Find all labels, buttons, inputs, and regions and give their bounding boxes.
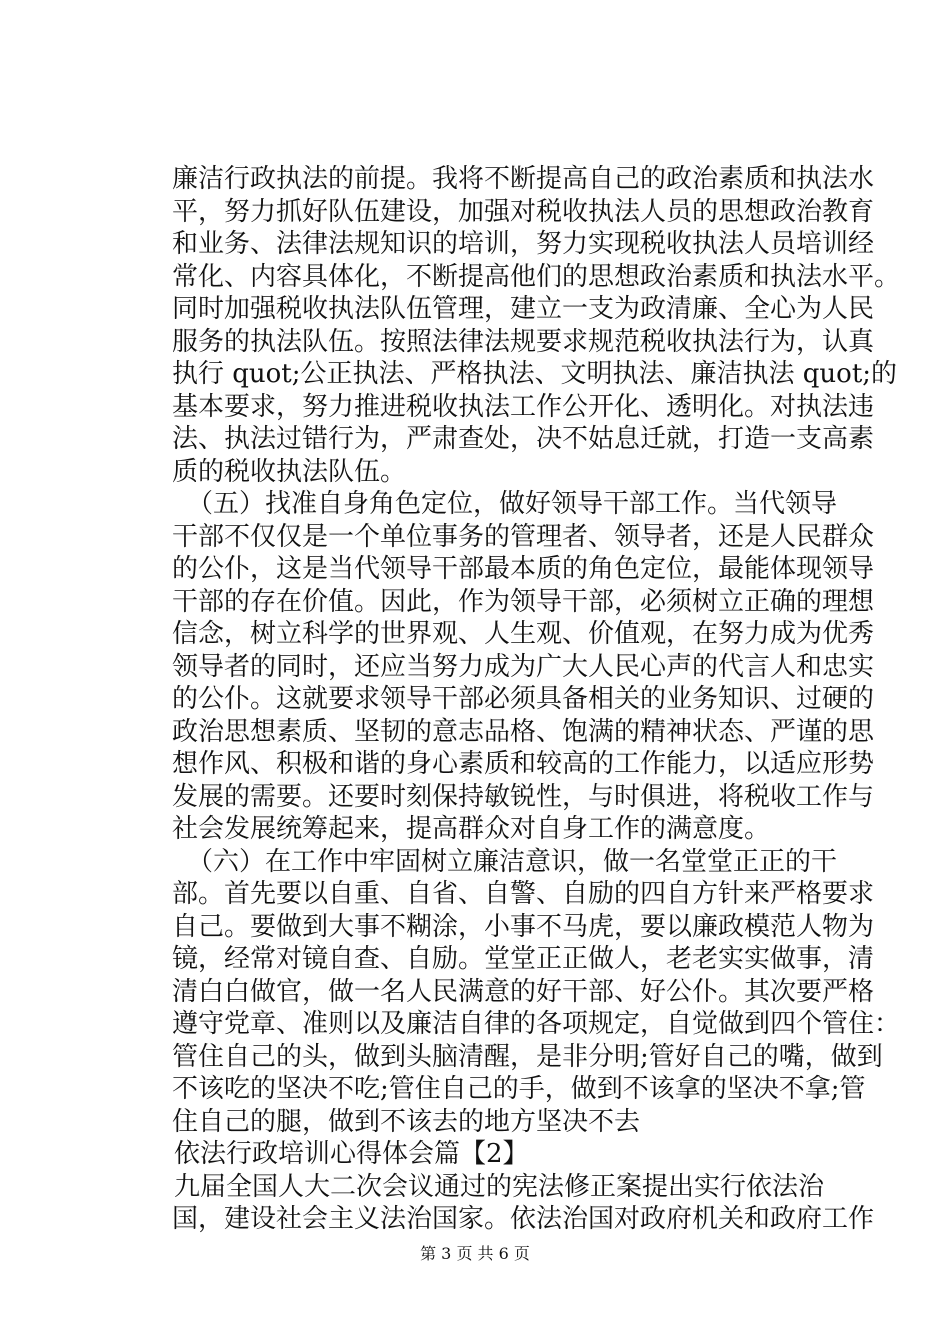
- section-title-line: 依法行政培训心得体会篇【2】: [174, 1139, 529, 1169]
- text-line: 质的税收执法队伍。: [172, 456, 407, 487]
- page-number-footer: 第 3 页 共 6 页: [420, 1244, 530, 1263]
- text-line: 镜，经常对镜自查、自励。堂堂正正做人，老老实实做事，清: [172, 944, 875, 974]
- text-line: 发展的需要。还要时刻保持敏锐性，与时俱进，将税收工作与: [172, 781, 875, 812]
- text-line: 干部的存在价值。因此，作为领导干部，必须树立正确的理想: [172, 586, 875, 617]
- text-line: 不该吃的坚决不吃;管住自己的手，做到不该拿的坚决不拿;管: [172, 1074, 866, 1104]
- text-line: 部。首先要以自重、自省、自警、自励的四自方针来严格要求: [172, 879, 875, 909]
- text-line: 基本要求，努力推进税收执法工作公开化、透明化。对执法违: [172, 391, 875, 422]
- text-line: 廉洁行政执法的前提。我将不断提高自己的政治素质和执法水: [172, 164, 875, 194]
- text-line: 信念，树立科学的世界观、人生观、价值观，在努力成为优秀: [172, 619, 875, 649]
- text-line: 遵守党章、准则以及廉洁自律的各项规定，自觉做到四个管住：: [172, 1009, 901, 1039]
- text-line: 国，建设社会主义法治国家。依法治国对政府机关和政府工作: [172, 1204, 875, 1234]
- paragraph-heading-line: （五）找准自身角色定位，做好领导干部工作。当代领导: [187, 489, 838, 519]
- text-line: 常化、内容具体化，不断提高他们的思想政治素质和执法水平。: [172, 261, 901, 292]
- text-line: 平，努力抓好队伍建设，加强对税收执法人员的思想政治教育: [172, 196, 875, 227]
- text-line: 管住自己的头，做到头脑清醒，是非分明;管好自己的嘴，做到: [172, 1041, 883, 1072]
- text-line: 服务的执法队伍。按照法律法规要求规范税收执法行为，认真: [172, 326, 875, 357]
- text-line: 干部不仅仅是一个单位事务的管理者、领导者，还是人民群众: [172, 521, 875, 552]
- text-line: 政治思想素质、坚韧的意志品格、饱满的精神状态、严谨的思: [172, 716, 875, 747]
- body-text: [172, 163, 901, 1236]
- text-line: 的公仆，这是当代领导干部最本质的角色定位，最能体现领导: [172, 554, 875, 584]
- text-line: 的公仆。这就要求领导干部必须具备相关的业务知识、过硬的: [172, 684, 875, 714]
- text-line: 社会发展统筹起来，提高群众对自身工作的满意度。: [172, 814, 771, 844]
- text-line: 领导者的同时，还应当努力成为广大人民心声的代言人和忠实: [172, 651, 875, 682]
- text-line: 同时加强税收执法队伍管理，建立一支为政清廉、全心为人民: [172, 294, 875, 324]
- text-line: 执行 quot;公正执法、严格执法、文明执法、廉洁执法 quot;的: [172, 359, 898, 389]
- text-line: 九届全国人大二次会议通过的宪法修正案提出实行依法治: [174, 1171, 825, 1202]
- text-line: 法、执法过错行为，严肃查处，决不姑息迁就，打造一支高素: [172, 424, 875, 454]
- text-line: 住自己的腿，做到不该去的地方坚决不去: [172, 1106, 641, 1137]
- text-line: 清白白做官，做一名人民满意的好干部、好公仆。其次要严格: [172, 976, 875, 1007]
- paragraph-heading-line: （六）在工作中牢固树立廉洁意识，做一名堂堂正正的干: [187, 846, 838, 877]
- text-line: 想作风、积极和谐的身心素质和较高的工作能力，以适应形势: [172, 749, 875, 779]
- text-line: 自己。要做到大事不糊涂，小事不马虎，要以廉政模范人物为: [172, 911, 875, 942]
- text-line: 和业务、法律法规知识的培训，努力实现税收执法人员培训经: [172, 229, 875, 259]
